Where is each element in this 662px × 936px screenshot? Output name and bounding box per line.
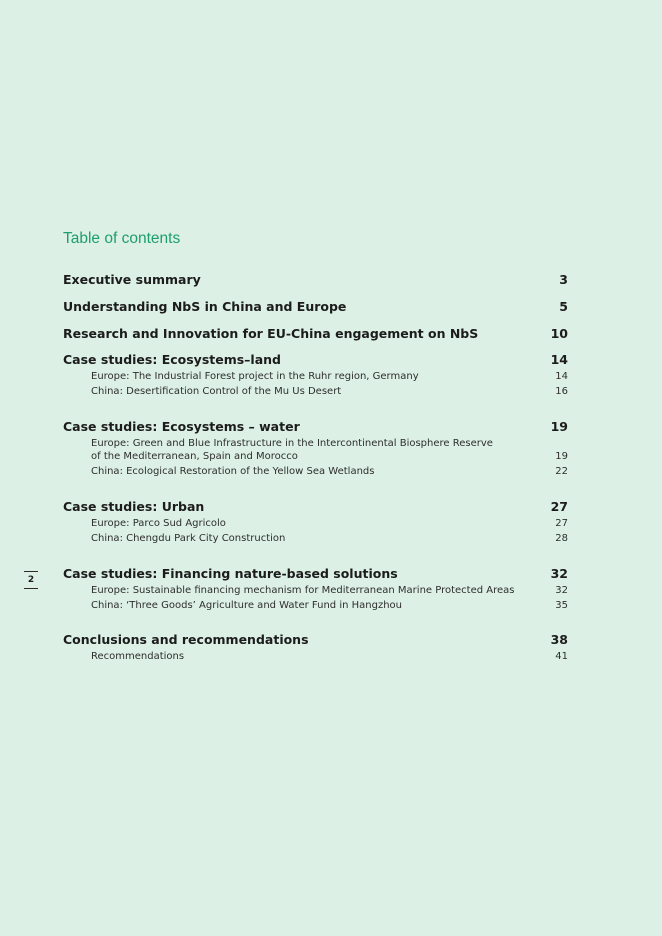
toc-section-page: 38 [550,632,568,647]
toc-subsection-title: China: ‘Three Goods’ Agriculture and Water Fund in Hangzhou [91,600,402,611]
toc-subsection-page: 32 [555,585,568,596]
toc-subsection[interactable] [63,437,568,463]
toc-section-title: Case studies: Urban [63,499,205,514]
toc-section-page: 32 [550,566,568,581]
toc-section-title: Case studies: Ecosystems–land [63,352,281,367]
toc-section-conclusions[interactable] [63,632,568,663]
toc-subsection-page: 14 [555,371,568,382]
toc-section-ecosystems-land[interactable] [63,352,568,398]
toc-section-page: 3 [559,272,568,287]
toc-subsection-title: Europe: Sustainable financing mechanism for Mediterranean Marine Protected Areas [91,585,515,596]
toc-section-page: 10 [550,326,568,341]
toc-section-title: Case studies: Financing nature-based solutions [63,566,398,581]
toc-section-page: 5 [559,299,568,314]
toc-subsection-title-line: of the Mediterranean, Spain and Morocco [91,451,298,462]
toc-subsection[interactable] [63,599,568,612]
toc-section-executive-summary[interactable] [63,272,568,288]
toc-section-urban[interactable] [63,499,568,545]
toc-section-title: Conclusions and recommendations [63,632,309,647]
toc-subsection-title: Europe: The Industrial Forest project in the Ruhr region, Germany [91,371,419,382]
toc-subsection[interactable] [63,370,568,383]
toc-section-title: Executive summary [63,272,201,287]
toc-subsection-title: China: Ecological Restoration of the Yellow Sea Wetlands [91,466,375,477]
toc-subsection-page: 16 [555,386,568,397]
toc-section-ecosystems-water[interactable] [63,419,568,478]
toc-section-title: Case studies: Ecosystems – water [63,419,300,434]
toc-section-title: Understanding NbS in China and Europe [63,299,347,314]
toc-subsection-title: China: Desertification Control of the Mu Us Desert [91,386,342,397]
toc-subsection-page: 27 [555,518,568,529]
toc-subsection-page: 35 [555,600,568,611]
toc-section-title: Research and Innovation for EU-China engagement on NbS [63,326,479,341]
toc-section-page: 14 [550,352,568,367]
page-number: 2 [24,571,38,589]
toc-section-page: 27 [550,499,568,514]
toc-subsection-page: 19 [555,451,568,462]
toc-section-page: 19 [550,419,568,434]
toc-heading: Table of contents [63,230,181,247]
toc-subsection-page: 22 [555,466,568,477]
toc-section-understanding-nbs[interactable] [63,299,568,315]
toc-subsection-page: 28 [555,533,568,544]
toc-section-financing-nbs[interactable] [63,566,568,612]
toc-subsection-page: 41 [555,651,568,662]
toc-subsection[interactable] [63,517,568,530]
toc-subsection[interactable] [63,650,568,663]
toc-subsection-title: China: Chengdu Park City Construction [91,533,286,544]
toc-subsection[interactable] [63,465,568,478]
toc-subsection[interactable] [63,584,568,597]
toc-subsection[interactable] [63,385,568,398]
toc-subsection-title: Europe: Parco Sud Agricolo [91,518,226,529]
toc-section-research-innovation[interactable] [63,326,568,342]
toc-subsection[interactable] [63,532,568,545]
toc-subsection-title [91,437,531,463]
toc-subsection-title-line: Europe: Green and Blue Infrastructure in the Intercontinental Biosphere Reserve [91,438,493,449]
toc-subsection-title: Recommendations [91,651,185,662]
